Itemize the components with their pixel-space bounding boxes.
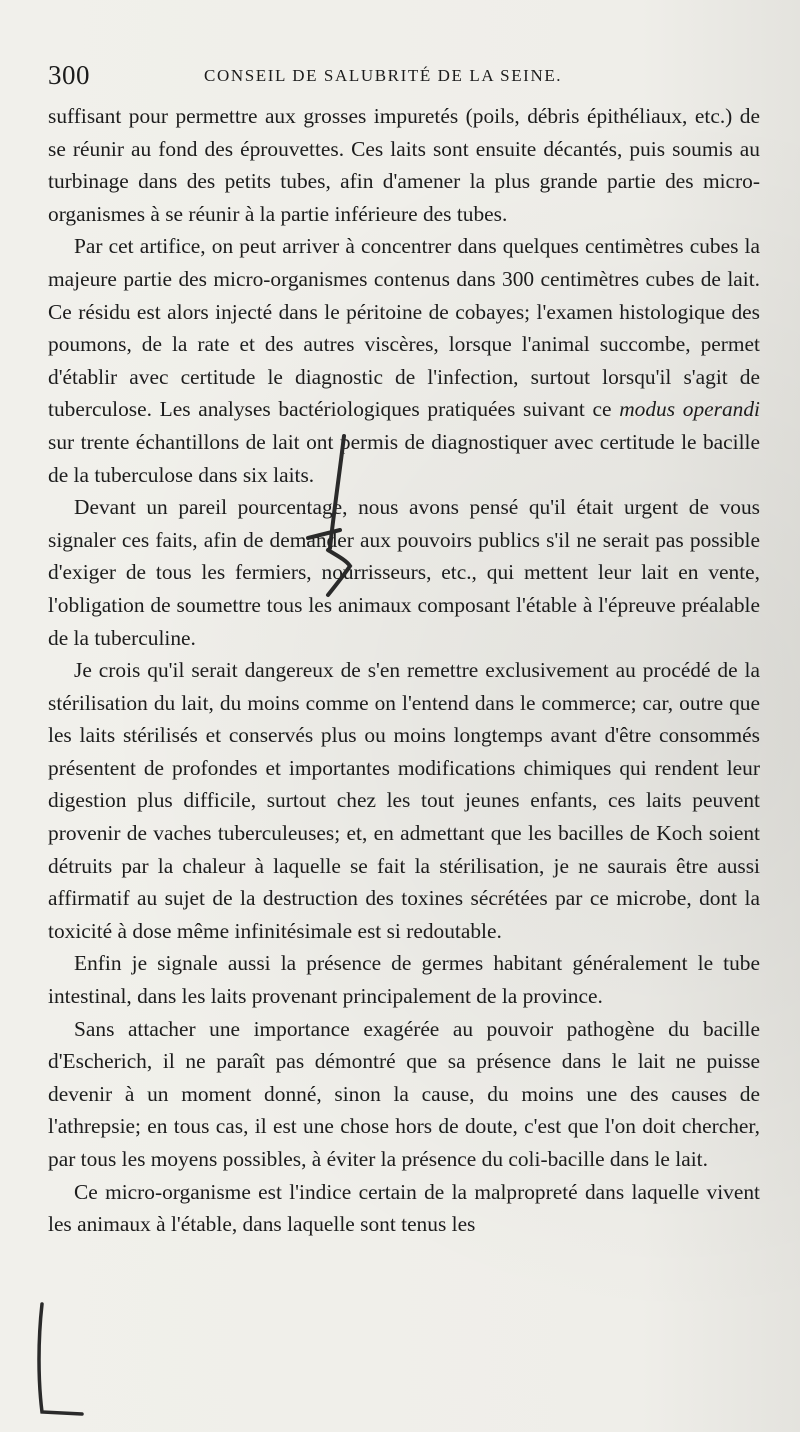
paragraph: Je crois qu'il serait dangereux de s'en remettre exclusivement au procédé de la stérilisation du lait, du moins comme on l'entend dans le commerce; car, outre que les laits stérilisés et conservés plus ou moins longtemps avant d'être consommés présentent de profondes et importantes modifications chimiques qui rendent leur digestion plus difficile, surtout chez les tout jeunes enfants, ces laits peuvent provenir de vaches tuberculeuses; et, en admettant que les bacilles de Koch soient détruits par la chaleur à laquelle se fait la stérilisation, je ne saurais être aussi affirmatif au sujet de la destruction des toxines sécrétées par ce microbe, dont la toxicité à dose même infinitésimale est si redoutable. — [48, 658, 760, 943]
italic-term: modus operandi — [619, 397, 760, 422]
handwritten-mark — [300, 430, 380, 600]
paragraph: Devant un pareil pourcentage, nous avons pensé qu'il était urgent de vous signaler ces faits, afin de demander aux pouvoirs publics s'il ne serait pas possible d'exiger de tous les fermiers, nourrisseurs, etc., qui mettent leur lait en vente, l'obligation de soumettre tous les animaux composant l'étable à l'épreuve préalable de la tuberculine. — [48, 495, 760, 650]
page-number: 300 — [48, 60, 90, 90]
margin-bracket-mark — [28, 1300, 88, 1420]
paragraph-text: Par cet artifice, on peut arriver à concentrer dans quelques centimètres cubes la majeure partie des micro-organismes contenus dans 300 centimètres cubes de lait. Ce résidu est alors injecté dans le péritoine de cobayes; l'examen histologique des poumons, de la rate et des autres viscères, lorsque l'animal succombe, permet d'établir avec certitude le diagnostic de l'infection, surtout lorsqu'il s'agit de tuberculose. Les analyses bactériologiques pratiquées suivant ce — [48, 234, 760, 422]
paragraph: Ce micro-organisme est l'indice certain de la malpropreté dans laquelle vivent les animaux à l'étable, dans laquelle sont tenus les — [48, 1179, 760, 1237]
paragraph-text: sur trente échantillons de lait ont permis de diagnostiquer avec certitude le bacille de la tuberculose dans six laits. — [48, 429, 760, 487]
paragraph: Enfin je signale aussi la présence de germes habitant généralement le tube intestinal, dans les laits provenant principalement de la province. — [48, 951, 760, 1009]
body-text — [48, 100, 760, 1241]
paragraph: Sans attacher une importance exagérée au pouvoir pathogène du bacille d'Escherich, il ne paraît pas démontré que sa présence dans le lait ne puisse devenir à un moment donné, sinon la cause, du moins une des causes de l'athrepsie; en tous cas, il est une chose hors de doute, c'est que l'on doit chercher, par tous les moyens possibles, à éviter la présence du coli-bacille dans le lait. — [48, 1016, 760, 1171]
page-header — [48, 60, 738, 94]
paragraph — [48, 230, 760, 491]
running-head: CONSEIL DE SALUBRITÉ DE LA SEINE. — [204, 66, 563, 85]
paragraph: suffisant pour permettre aux grosses impuretés (poils, débris épithéliaux, etc.) de se réunir au fond des éprouvettes. Ces laits sont ensuite décantés, puis soumis au turbinage dans des petits tubes, afin d'amener la plus grande partie des micro-organismes à se réunir à la partie inférieure des tubes. — [48, 104, 760, 226]
